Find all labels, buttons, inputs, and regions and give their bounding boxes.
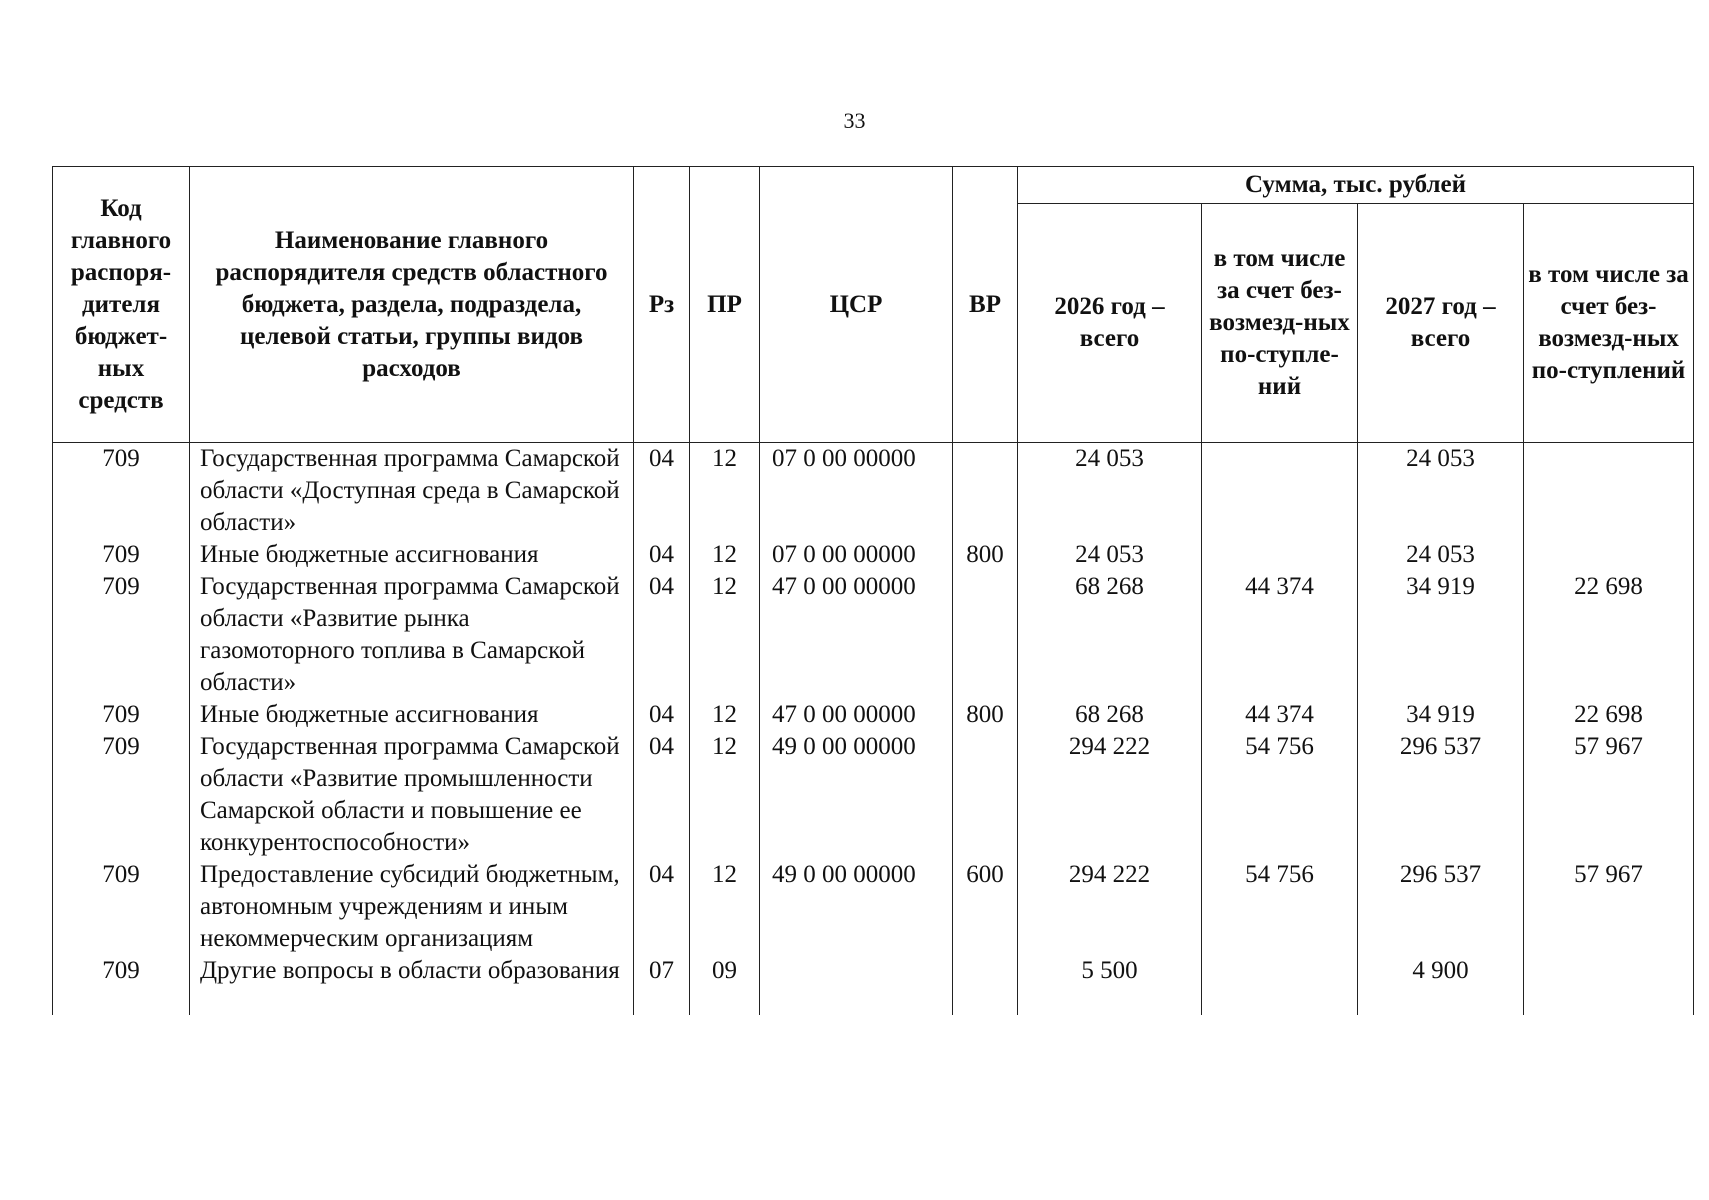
cell-csr: 07 0 00 00000	[760, 539, 953, 571]
cell-pr: 12	[690, 699, 760, 731]
page-number: 33	[843, 108, 866, 133]
cell-2026-total: 68 268	[1018, 571, 1202, 699]
cell-vr: 800	[953, 699, 1018, 731]
cell-name: Другие вопросы в области образования	[190, 955, 634, 1015]
cell-2027-total: 296 537	[1358, 859, 1524, 955]
cell-pr: 12	[690, 539, 760, 571]
cell-code: 709	[53, 859, 190, 955]
header-name: Наименование главного распорядителя средств областного бюджета, раздела, подраздела, целевой статьи, группы видов расходов	[190, 167, 634, 443]
cell-2027-gratuitous: 57 967	[1524, 731, 1694, 859]
cell-rz: 04	[634, 539, 690, 571]
cell-code: 709	[53, 699, 190, 731]
cell-2026-gratuitous: 54 756	[1202, 731, 1358, 859]
cell-vr: 600	[953, 859, 1018, 955]
cell-2027-gratuitous	[1524, 443, 1694, 540]
header-sum-group: Сумма, тыс. рублей	[1018, 167, 1694, 204]
cell-2027-gratuitous: 22 698	[1524, 571, 1694, 699]
cell-vr	[953, 443, 1018, 540]
cell-name: Предоставление субсидий бюджетным, автономным учреждениям и иным некоммерческим организациям	[190, 859, 634, 955]
cell-2026-total: 5 500	[1018, 955, 1202, 1015]
cell-csr	[760, 955, 953, 1015]
cell-2026-total: 294 222	[1018, 731, 1202, 859]
table-body	[53, 443, 1694, 1016]
budget-table	[52, 166, 1694, 1015]
cell-2027-total: 34 919	[1358, 699, 1524, 731]
header-2027-total: 2027 год – всего	[1358, 204, 1524, 443]
cell-csr: 07 0 00 00000	[760, 443, 953, 540]
cell-rz: 07	[634, 955, 690, 1015]
cell-2026-gratuitous	[1202, 443, 1358, 540]
cell-2026-total: 68 268	[1018, 699, 1202, 731]
cell-pr: 12	[690, 859, 760, 955]
cell-2026-total: 24 053	[1018, 443, 1202, 540]
cell-2026-gratuitous: 54 756	[1202, 859, 1358, 955]
cell-pr: 12	[690, 443, 760, 540]
table-row	[53, 539, 1694, 571]
cell-vr: 800	[953, 539, 1018, 571]
cell-rz: 04	[634, 571, 690, 699]
cell-2027-gratuitous: 57 967	[1524, 859, 1694, 955]
cell-2026-gratuitous: 44 374	[1202, 699, 1358, 731]
cell-name: Государственная программа Самарской области «Развитие промышленности Самарской области и повышение ее конкурентоспособности»	[190, 731, 634, 859]
table-row	[53, 443, 1694, 540]
header-vr: ВР	[953, 167, 1018, 443]
cell-csr: 49 0 00 00000	[760, 731, 953, 859]
cell-csr: 47 0 00 00000	[760, 571, 953, 699]
cell-name: Государственная программа Самарской области «Доступная среда в Самарской области»	[190, 443, 634, 540]
cell-name: Государственная программа Самарской области «Развитие рынка газомоторного топлива в Самарской области»	[190, 571, 634, 699]
cell-code: 709	[53, 955, 190, 1015]
cell-rz: 04	[634, 699, 690, 731]
table-row	[53, 571, 1694, 699]
cell-2026-gratuitous: 44 374	[1202, 571, 1358, 699]
table-row	[53, 699, 1694, 731]
cell-rz: 04	[634, 443, 690, 540]
cell-2026-gratuitous	[1202, 955, 1358, 1015]
cell-vr	[953, 955, 1018, 1015]
cell-code: 709	[53, 571, 190, 699]
cell-csr: 49 0 00 00000	[760, 859, 953, 955]
cell-2027-gratuitous	[1524, 955, 1694, 1015]
cell-code: 709	[53, 443, 190, 540]
table-row	[53, 731, 1694, 859]
cell-name: Иные бюджетные ассигнования	[190, 539, 634, 571]
cell-vr	[953, 731, 1018, 859]
table-header	[53, 167, 1694, 443]
cell-2027-total: 24 053	[1358, 443, 1524, 540]
cell-2026-total: 294 222	[1018, 859, 1202, 955]
cell-2026-total: 24 053	[1018, 539, 1202, 571]
header-2026-total: 2026 год – всего	[1018, 204, 1202, 443]
table-row	[53, 955, 1694, 1015]
cell-pr: 09	[690, 955, 760, 1015]
header-pr: ПР	[690, 167, 760, 443]
header-csr: ЦСР	[760, 167, 953, 443]
cell-code: 709	[53, 731, 190, 859]
cell-rz: 04	[634, 731, 690, 859]
cell-2027-total: 24 053	[1358, 539, 1524, 571]
header-code: Код главного распоря-дителя бюджет-ных средств	[53, 167, 190, 443]
cell-name: Иные бюджетные ассигнования	[190, 699, 634, 731]
cell-2026-gratuitous	[1202, 539, 1358, 571]
cell-pr: 12	[690, 571, 760, 699]
cell-vr	[953, 571, 1018, 699]
cell-pr: 12	[690, 731, 760, 859]
header-2027-gratuitous: в том числе за счет без-возмезд-ных по-ступлений	[1524, 204, 1694, 443]
cell-rz: 04	[634, 859, 690, 955]
cell-code: 709	[53, 539, 190, 571]
cell-2027-total: 34 919	[1358, 571, 1524, 699]
cell-csr: 47 0 00 00000	[760, 699, 953, 731]
cell-2027-total: 296 537	[1358, 731, 1524, 859]
cell-2027-total: 4 900	[1358, 955, 1524, 1015]
header-rz: Рз	[634, 167, 690, 443]
table-row	[53, 859, 1694, 955]
header-2026-gratuitous: в том числе за счет без-возмезд-ных по-ступле-ний	[1202, 204, 1358, 443]
cell-2027-gratuitous: 22 698	[1524, 699, 1694, 731]
cell-2027-gratuitous	[1524, 539, 1694, 571]
